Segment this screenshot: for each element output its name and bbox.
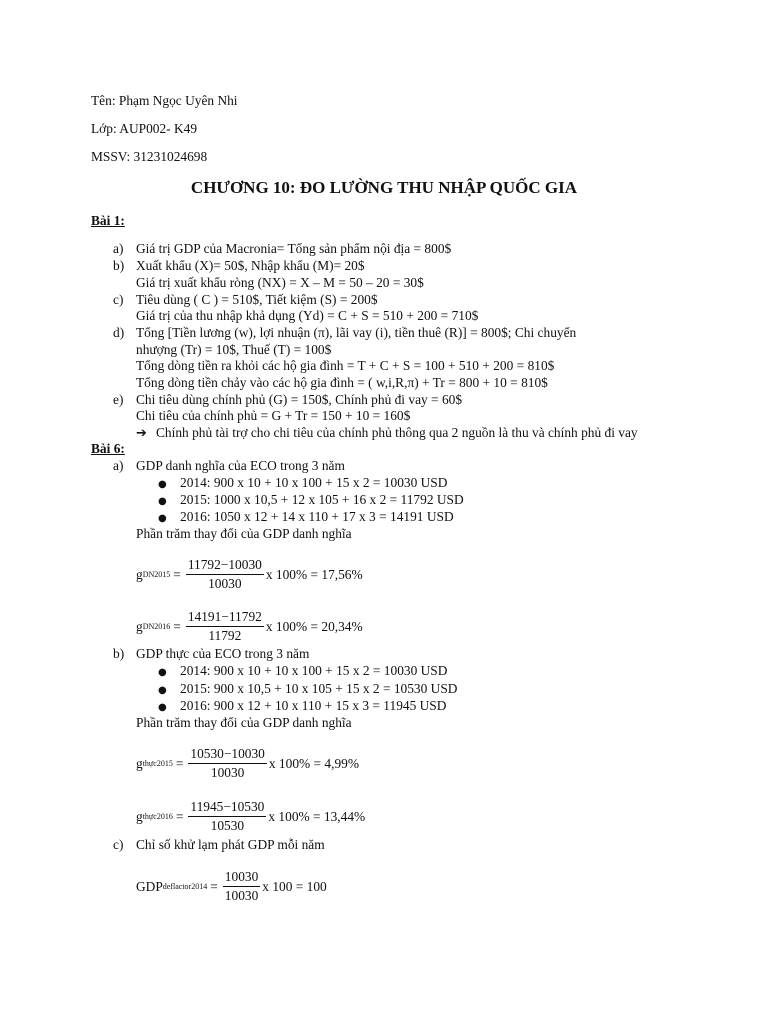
student-class: Lớp: AUP002- K49 bbox=[91, 121, 198, 136]
formula-gthuc-2016: g thực 2016 = $\frac{11945-10530}{10530}$ x 100% = 13,44% bbox=[136, 799, 366, 833]
formula-deflator-2014: GDP deflactor 2014 = $\frac{10030}{10030}$ x 100 = 100 bbox=[136, 869, 327, 903]
subsection-title: GDP danh nghĩa của ECO trong 3 năm bbox=[136, 458, 345, 473]
list-item: ● 2016: 1050 x 12 + 14 x 110 + 17 x 3 = 14191 USD bbox=[158, 508, 454, 527]
conclusion-line: ➔ Chính phủ tài trợ cho chi tiêu của chính phủ thông qua 2 nguồn là thu và chính phủ đi vay bbox=[136, 425, 638, 441]
bullet-icon: ● bbox=[158, 702, 167, 713]
formula-gdn-2015: g DN 2015 = $\frac{11792-10030}{10030}$ x 100% = 17,56% bbox=[136, 557, 363, 591]
section-heading-bai6: Bài 6: bbox=[91, 441, 125, 456]
bai1-line: Tổng dòng tiền ra khỏi các hộ gia đình = T + C + S = 100 + 510 + 200 = 810$ bbox=[136, 358, 555, 373]
bullet-icon: ● bbox=[158, 685, 167, 696]
pct-label: Phần trăm thay đổi của GDP danh nghĩa bbox=[136, 526, 352, 541]
student-id: MSSV: 31231024698 bbox=[91, 149, 208, 164]
section-heading-bai1: Bài 1: bbox=[91, 213, 125, 228]
bai1-line: Tổng dòng tiền chảy vào các hộ gia đình = ( w,i,R,π) + Tr = 800 + 10 = 810$ bbox=[136, 375, 548, 390]
list-marker: b) bbox=[113, 646, 125, 661]
list-item: ● 2016: 900 x 12 + 10 x 110 + 15 x 3 = 11945 USD bbox=[158, 697, 446, 716]
page-title: CHƯƠNG 10: ĐO LƯỜNG THU NHẬP QUỐC GIA bbox=[190, 178, 578, 197]
list-item: ● 2014: 900 x 10 + 10 x 100 + 15 x 2 = 10030 USD bbox=[158, 474, 447, 493]
formula-gthuc-2015: g thực 2015 = $\frac{10530-10030}{10030}$ x 100% = 4,99% bbox=[136, 746, 360, 780]
bai1-line: Tiêu dùng ( C ) = 510$, Tiết kiệm (S) = 200$ bbox=[136, 292, 378, 307]
bai1-line: nhượng (Tr) = 10$, Thuế (T) = 100$ bbox=[136, 342, 332, 357]
bai1-line: Chi tiêu dùng chính phủ (G) = 150$, Chính phủ đi vay = 60$ bbox=[136, 392, 463, 407]
pct-label: Phần trăm thay đổi của GDP danh nghĩa bbox=[136, 715, 352, 730]
bullet-icon: ● bbox=[158, 479, 167, 490]
bullet-icon: ● bbox=[158, 667, 167, 678]
list-marker: c) bbox=[113, 837, 124, 852]
list-marker: a) bbox=[113, 241, 124, 256]
list-item: ● 2015: 900 x 10,5 + 10 x 105 + 15 x 2 = 10530 USD bbox=[158, 680, 457, 699]
bai1-line: Tổng [Tiền lương (w), lợi nhuận (π), lãi vay (i), tiền thuê (R)] = 800$; Chi chuyển bbox=[136, 325, 577, 340]
list-item: ● 2014: 900 x 10 + 10 x 100 + 15 x 2 = 10030 USD bbox=[158, 662, 447, 681]
subsection-title: GDP thực của ECO trong 3 năm bbox=[136, 646, 310, 661]
bai1-line: Giá trị của thu nhập khả dụng (Yd) = C + S = 510 + 200 = 710$ bbox=[136, 308, 479, 323]
arrow-right-icon: ➔ bbox=[136, 426, 147, 441]
list-item: ● 2015: 1000 x 10,5 + 12 x 105 + 16 x 2 = 11792 USD bbox=[158, 491, 464, 510]
list-marker: d) bbox=[113, 325, 125, 340]
student-name: Tên: Phạm Ngọc Uyên Nhi bbox=[91, 93, 238, 108]
subsection-title: Chỉ số khử lạm phát GDP mỗi năm bbox=[136, 837, 325, 852]
bai1-line: Chi tiêu của chính phủ = G + Tr = 150 + 10 = 160$ bbox=[136, 408, 411, 423]
list-marker: e) bbox=[113, 392, 124, 407]
bai1-line: Xuất khẩu (X)= 50$, Nhập khẩu (M)= 20$ bbox=[136, 258, 365, 273]
formula-gdn-2016: g DN 2016 = $\frac{14191-11792}{11792}$ x 100% = 20,34% bbox=[136, 609, 363, 643]
bai1-line: Giá trị xuất khẩu ròng (NX) = X – M = 50 – 20 = 30$ bbox=[136, 275, 424, 290]
list-marker: b) bbox=[113, 258, 125, 273]
bai1-line: Giá trị GDP của Macronia= Tổng sản phẩm nội địa = 800$ bbox=[136, 241, 452, 256]
bullet-icon: ● bbox=[158, 513, 167, 524]
bullet-icon: ● bbox=[158, 496, 167, 507]
list-marker: c) bbox=[113, 292, 124, 307]
list-marker: a) bbox=[113, 458, 124, 473]
